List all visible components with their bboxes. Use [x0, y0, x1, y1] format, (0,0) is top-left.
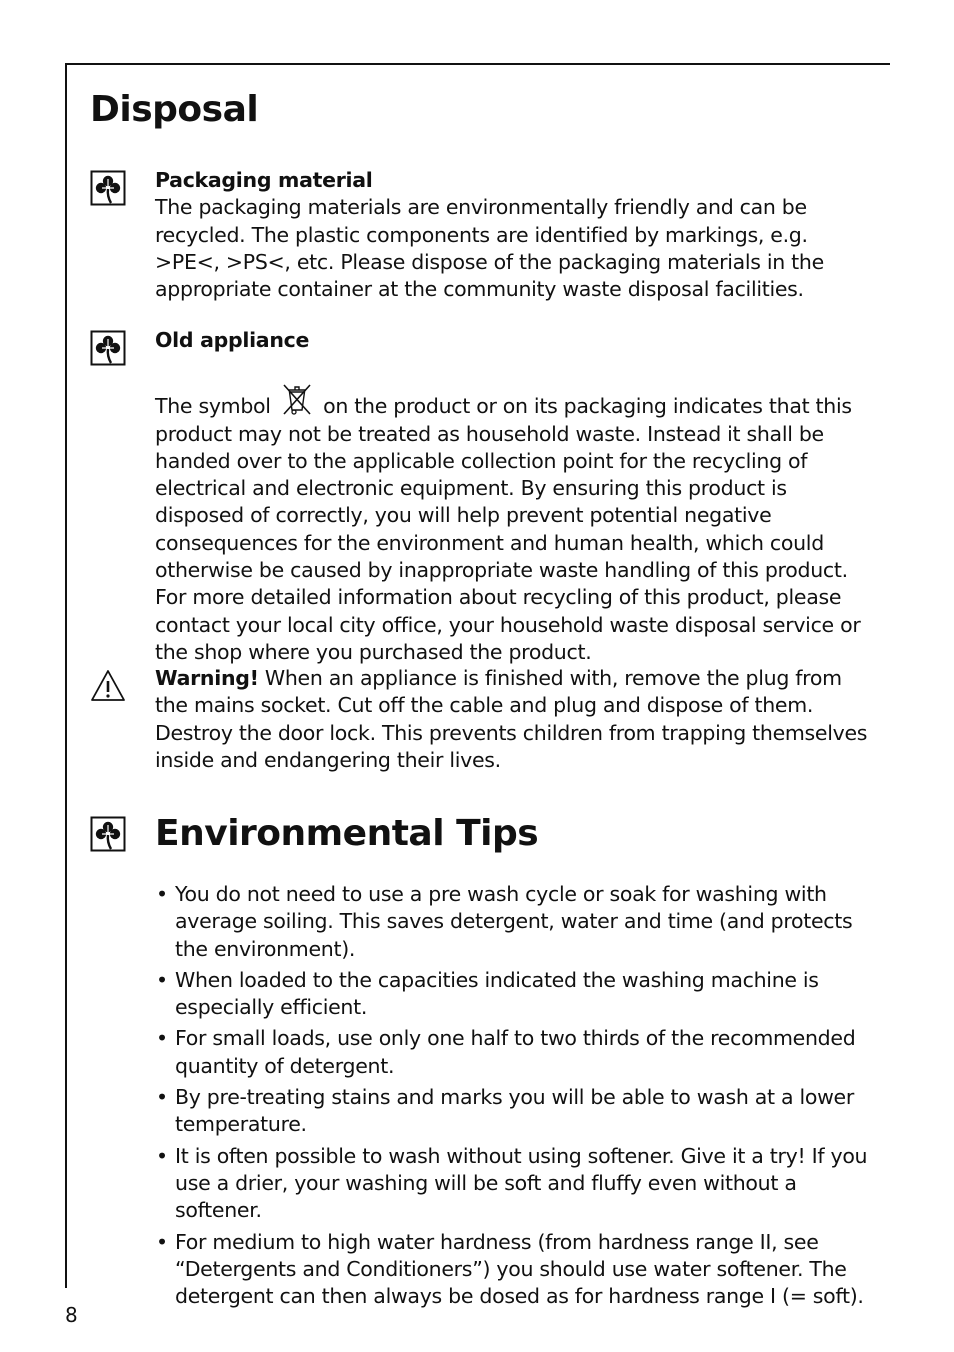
list-item: • You do not need to use a pre wash cycle or soak for washing with average soiling. This saves detergent, water and time (and protects the environment).	[155, 881, 870, 963]
environmental-tips-heading: Environmental Tips	[155, 813, 539, 854]
page-frame-left-rule	[65, 63, 67, 1288]
old-appliance-section	[155, 327, 870, 666]
clover-leaf-icon	[90, 816, 126, 852]
disposal-heading: Disposal	[90, 89, 259, 130]
packaging-material-section	[155, 167, 870, 303]
old-appliance-text-start: The symbol	[155, 394, 271, 419]
paragraph-spacer	[155, 354, 870, 381]
old-appliance-text	[155, 381, 870, 666]
page-number: 8	[65, 1303, 78, 1327]
environmental-tips-list	[155, 881, 870, 1314]
warning-triangle-icon	[90, 668, 126, 704]
packaging-material-text: The packaging materials are environmentally friendly and can be recycled. The plastic components are identified by markings, e.g. >PE<, >PS<, etc. Please dispose of the packaging materials in the appropriate container at the community waste disposal facilities.	[155, 195, 824, 302]
list-item: • By pre-treating stains and marks you will be able to wash at a lower temperature.	[155, 1084, 870, 1139]
crossed-out-wheelie-bin-icon	[279, 381, 315, 417]
clover-leaf-icon	[90, 330, 126, 366]
warning-body: When an appliance is finished with, remove the plug from the mains socket. Cut off the cable and plug and dispose of them. Destroy the door lock. This prevents children from trapping themselves inside and endangering their lives.	[155, 666, 868, 772]
warning-section	[155, 665, 870, 774]
old-appliance-title: Old appliance	[155, 328, 310, 352]
clover-leaf-icon	[90, 170, 126, 206]
page-frame-top-rule	[65, 63, 890, 65]
warning-text	[155, 665, 870, 774]
list-item: • It is often possible to wash without using softener. Give it a try! If you use a drier, your washing will be soft and fluffy even without a softener.	[155, 1143, 870, 1225]
list-item: • For medium to high water hardness (from hardness range II, see “Detergents and Conditioners”) you should use water softener. The detergent can then always be dosed as for hardness range I (= soft).	[155, 1229, 870, 1311]
old-appliance-text-end: on the product or on its packaging indicates that this product may not be treated as household waste. Instead it shall be handed over to the applicable collection point for the recycling of electrical and electronic equipment. By ensuring this product is disposed of correctly, you will help prevent potential negative consequences for the environment and human health, which could otherwise be caused by inappropriate waste handling of this product. For more detailed information about recycling of this product, please contact your local city office, your household waste disposal service or the shop where you purchased the product.	[155, 394, 861, 664]
warning-label: Warning!	[155, 666, 259, 690]
packaging-material-title: Packaging material	[155, 168, 373, 192]
list-item: • When loaded to the capacities indicated the washing machine is especially efficient.	[155, 967, 870, 1022]
list-item: • For small loads, use only one half to two thirds of the recommended quantity of detergent.	[155, 1025, 870, 1080]
